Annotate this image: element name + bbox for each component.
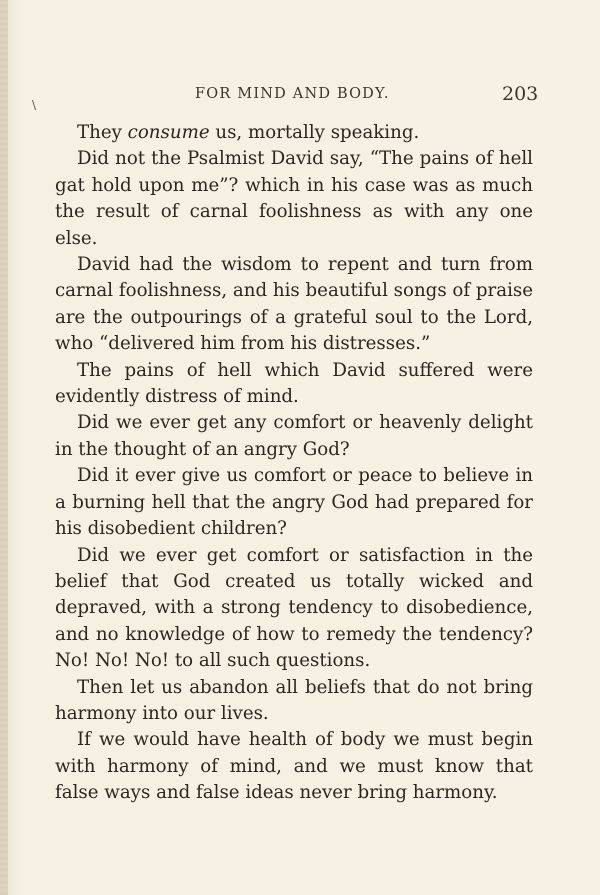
margin-mark: \ <box>32 98 37 112</box>
page-number: 203 <box>502 83 539 105</box>
paragraph-2: Did not the Psalmist David say, “The pains of hell gat hold upon me”? which in his case was as much the result of carnal foolishness as with any one else. <box>55 148 533 249</box>
paragraph-3: David had the wisdom to repent and turn from carnal foolishness, and his beautiful songs of praise are the outpourings of a grateful soul to the Lord, who “delivered him from his distresses.” <box>55 254 533 355</box>
paragraph-4: The pains of hell which David suffered were evidently distress of mind. <box>55 359 533 408</box>
paragraph-1-before: They <box>77 122 128 143</box>
paragraph-5: Did we ever get any comfort or heavenly delight in the thought of an angry God? <box>55 412 533 460</box>
page-body <box>55 120 533 807</box>
paragraph-7: Did we ever get comfort or satisfaction in the belief that God created us totally wicked and depraved, with a strong tendency to disobedience, and no knowledge of how to remedy the tendency? No! No! No! to all such questions. <box>55 544 533 672</box>
paragraph-1-after: us, mortally speaking. <box>209 122 420 143</box>
paragraph-6: Did it ever give us comfort or peace to believe in a burning hell that the angry God had prepared for his disobedient children? <box>55 465 533 540</box>
emphasis-consume: consume <box>127 122 210 143</box>
paragraph-9: If we would have health of body we must begin with harmony of mind, and we must know that false ways and false ideas never bring harmony. <box>55 729 533 804</box>
paragraph-1 <box>55 120 533 146</box>
paragraph-8: Then let us abandon all beliefs that do not bring harmony into our lives. <box>55 676 533 724</box>
running-header: FOR MIND AND BODY. <box>195 86 390 102</box>
page-gutter <box>0 0 8 895</box>
